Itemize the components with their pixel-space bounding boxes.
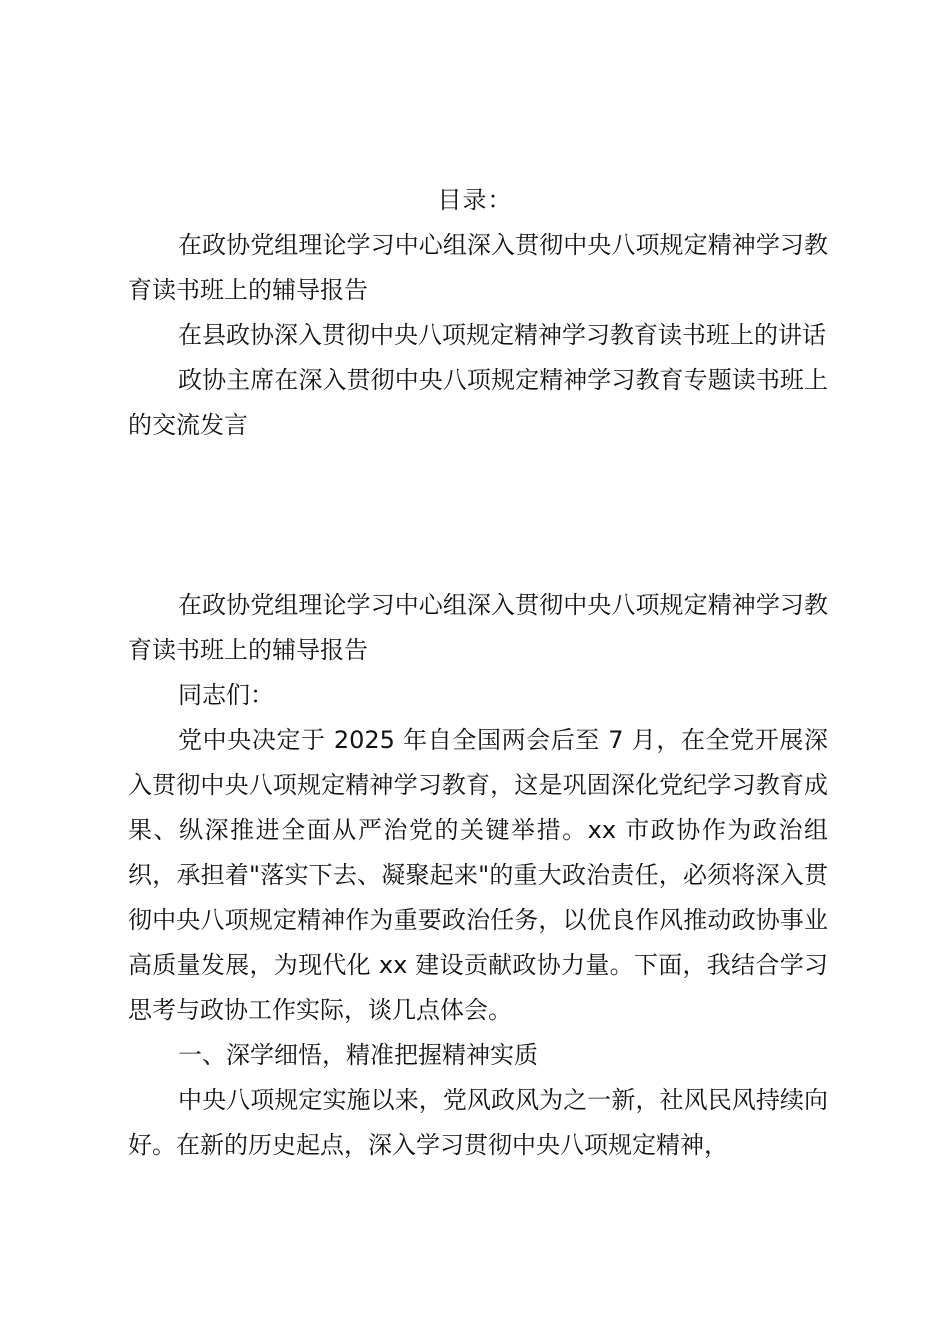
salutation: 同志们： bbox=[178, 681, 274, 709]
toc-title: 目录： bbox=[437, 186, 513, 214]
toc-item-1[interactable]: 在政协党组理论学习中心组深入贯彻中央八项规定精神学习教育读书班上的辅导报告 bbox=[128, 231, 828, 304]
toc-item-3[interactable]: 政协主席在深入贯彻中央八项规定精神学习教育专题读书班上的交流发言 bbox=[128, 366, 828, 439]
toc-item-2[interactable]: 在县政协深入贯彻中央八项规定精神学习教育读书班上的讲话 bbox=[178, 321, 826, 349]
article-title: 在政协党组理论学习中心组深入贯彻中央八项规定精神学习教育读书班上的辅导报告 bbox=[128, 591, 828, 664]
section-1-heading: 一、深学细悟，精准把握精神实质 bbox=[178, 1041, 538, 1069]
article-body bbox=[128, 583, 828, 1168]
section-1-paragraph: 中央八项规定实施以来，党风政风为之一新，社风民风持续向好。在新的历史起点，深入学习贯彻中央八项规定精神， bbox=[128, 1086, 828, 1159]
toc-list bbox=[128, 223, 828, 448]
intro-paragraph: 党中央决定于 2025 年自全国两会后至 7 月，在全党开展深入贯彻中央八项规定精神学习教育，这是巩固深化党纪学习教育成果、纵深推进全面从严治党的关键举措。xx 市政协作为政治组织，承担着"落实下去、凝聚起来"的重大政治责任，必须将深入贯彻中央八项规定精神作为重要政治任务，以优良作风推动政协事业高质量发展，为现代化 xx 建设贡献政协力量。下面，我结合学习思考与政协工作实际，谈几点体会。 bbox=[128, 726, 828, 1024]
